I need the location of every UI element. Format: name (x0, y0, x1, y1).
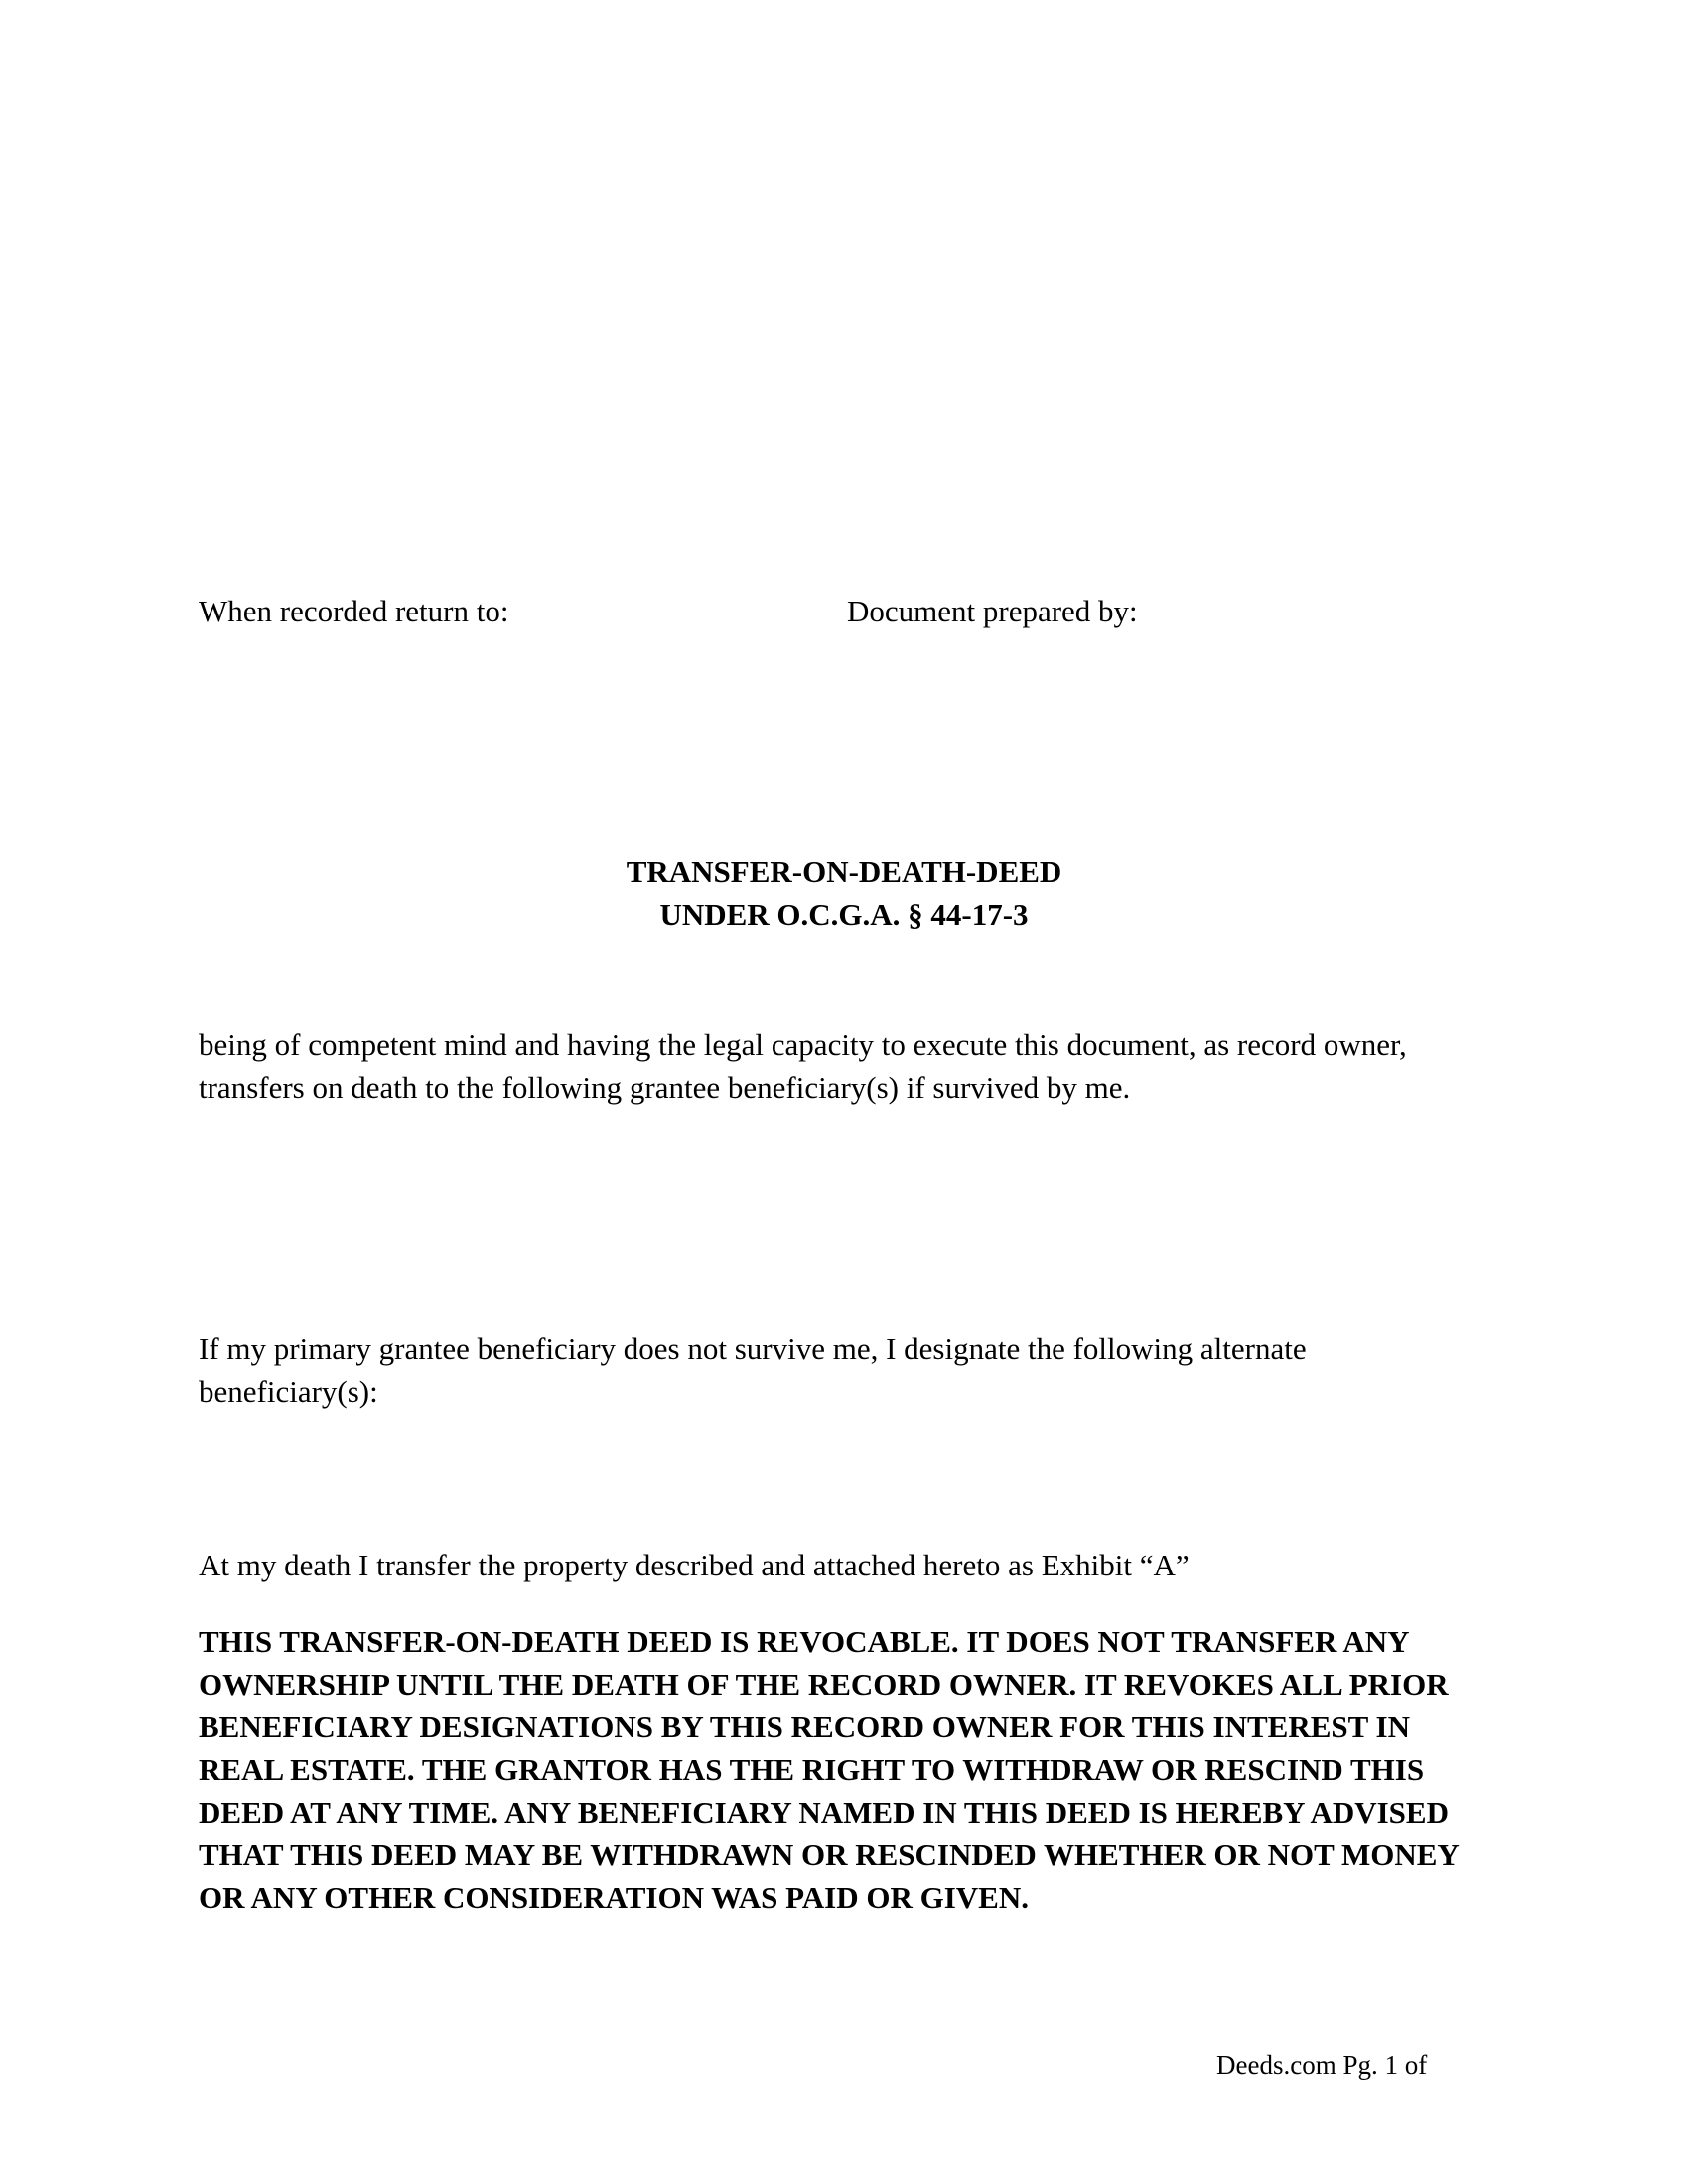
property-transfer-paragraph: At my death I transfer the property described and attached hereto as Exhibit “A” (199, 1548, 1190, 1582)
competency-paragraph: being of competent mind and having the legal capacity to execute this document, as record owner, transfers on death to the following grantee beneficiary(s) if survived by me. (199, 1027, 1407, 1105)
page-footer: Deeds.com Pg. 1 of (1216, 2050, 1428, 2080)
prepared-by-label: Document prepared by: (847, 594, 1138, 628)
alternate-beneficiary-paragraph: If my primary grantee beneficiary does not survive me, I designate the following alternate beneficiary(s): (199, 1331, 1307, 1409)
document-subtitle: UNDER O.C.G.A. § 44-17-3 (659, 897, 1029, 932)
revocable-notice: THIS TRANSFER-ON-DEATH DEED IS REVOCABLE. IT DOES NOT TRANSFER ANY OWNERSHIP UNTIL THE DEATH OF THE RECORD OWNER. IT REVOKES ALL PRIOR BENEFICIARY DESIGNATIONS BY THIS RECORD OWNER FOR THIS INTEREST IN REAL ESTATE. THE GRANTOR HAS THE RIGHT TO WITHDRAW OR RESCIND THIS DEED AT ANY TIME. ANY BENEFICIARY NAMED IN THIS DEED IS HEREBY ADVISED THAT THIS DEED MAY BE WITHDRAWN OR RESCINDED WHETHER OR NOT MONEY OR ANY OTHER CONSIDERATION WAS PAID OR GIVEN. (199, 1624, 1459, 1915)
return-to-label: When recorded return to: (199, 594, 509, 628)
document-title: TRANSFER-ON-DEATH-DEED (626, 854, 1062, 888)
